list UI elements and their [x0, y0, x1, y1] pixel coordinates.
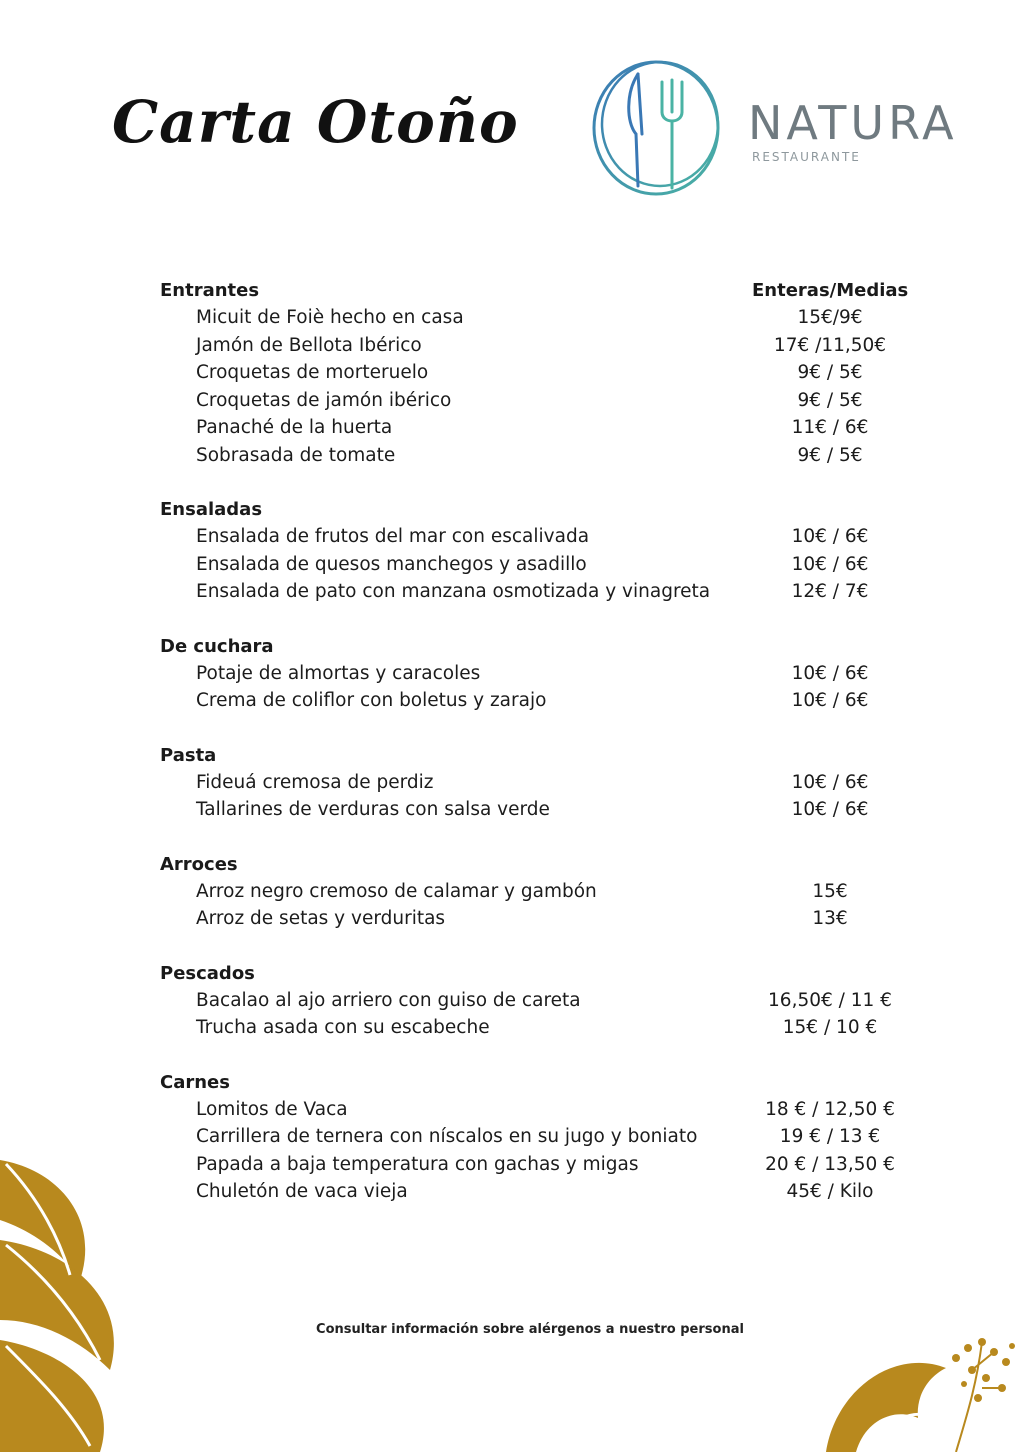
- menu-section: [160, 742, 960, 824]
- menu-item: [160, 387, 960, 415]
- dish-price: 13€: [812, 908, 848, 929]
- allergen-note: Consultar información sobre alérgenos a nuestro personal: [316, 1322, 744, 1337]
- menu-item: [160, 905, 960, 933]
- dish-name: Arroz negro cremoso de calamar y gambón: [196, 880, 597, 902]
- monstera-leaf-icon: [0, 1150, 150, 1452]
- plate-cutlery-logo-icon: [586, 52, 726, 200]
- dish-name: Fideuá cremosa de perdiz: [196, 771, 434, 793]
- dish-price: 10€ / 6€: [791, 553, 869, 575]
- menu-item: [160, 796, 960, 824]
- dish-name: Chuletón de vaca vieja: [196, 1181, 408, 1202]
- menu-item: [160, 332, 960, 360]
- dish-price: 10€ / 6€: [791, 526, 869, 547]
- section-heading-row: [160, 1069, 960, 1096]
- dish-name: Croquetas de morteruelo: [196, 362, 429, 383]
- dish-price: 17€ /11,50€: [773, 334, 887, 356]
- dish-price: 15€/9€: [797, 307, 863, 328]
- menu-item: [160, 442, 960, 470]
- dish-name: Tallarines de verduras con salsa verde: [196, 799, 550, 820]
- menu-item: [160, 414, 960, 442]
- menu-item: [160, 660, 960, 688]
- dish-price: 9€ / 5€: [797, 444, 863, 466]
- dish-name: Ensalada de pato con manzana osmotizada y vinagreta: [196, 581, 711, 602]
- menu-item: [160, 987, 960, 1015]
- dish-name: Ensalada de frutos del mar con escalivada: [196, 526, 590, 547]
- menu-section: [160, 277, 960, 469]
- menu-item: [160, 578, 960, 606]
- section-heading: Arroces: [160, 853, 238, 875]
- menu-section: [160, 1069, 960, 1206]
- section-heading-row: [160, 277, 960, 304]
- menu-item: [160, 1151, 960, 1179]
- dish-price: 15€: [812, 880, 848, 902]
- menu-item: [160, 359, 960, 387]
- dish-name: Panaché de la huerta: [196, 417, 393, 438]
- dish-price: 11€ / 6€: [791, 417, 869, 438]
- menu-item: [160, 769, 960, 797]
- dish-price: 9€ / 5€: [797, 362, 863, 383]
- section-heading-row: [160, 851, 960, 878]
- dish-name: Jamón de Bellota Ibérico: [196, 334, 422, 356]
- menu-item: [160, 1178, 960, 1206]
- price-column-header: Enteras/Medias: [752, 280, 909, 301]
- dish-price: 10€ / 6€: [791, 799, 869, 820]
- dish-price: 10€ / 6€: [791, 771, 869, 793]
- section-heading-row: [160, 742, 960, 769]
- dish-name: Croquetas de jamón ibérico: [196, 389, 452, 411]
- dish-price: 9€ / 5€: [797, 389, 863, 411]
- dish-price: 20 € / 13,50 €: [765, 1153, 895, 1175]
- dish-name: Carrillera de ternera con níscalos en su jugo y boniato: [196, 1126, 698, 1147]
- dish-name: Ensalada de quesos manchegos y asadillo: [196, 553, 587, 575]
- page-title: Carta Otoño: [112, 88, 519, 156]
- section-heading-row: [160, 960, 960, 987]
- menu-item: [160, 1096, 960, 1124]
- section-heading: De cuchara: [160, 635, 274, 657]
- dish-price: 12€ / 7€: [791, 581, 869, 602]
- section-heading: Carnes: [160, 1071, 230, 1093]
- menu-item: [160, 523, 960, 551]
- dish-name: Bacalao al ajo arriero con guiso de careta: [196, 989, 581, 1011]
- dish-name: Crema de coliflor con boletus y zarajo: [196, 690, 547, 711]
- section-heading: Pescados: [160, 962, 255, 984]
- dish-name: Micuit de Foiè hecho en casa: [196, 307, 464, 328]
- dish-name: Potaje de almortas y caracoles: [196, 662, 481, 684]
- menu-item: [160, 687, 960, 715]
- brand-name: NATURA: [748, 96, 958, 150]
- dish-name: Papada a baja temperatura con gachas y migas: [196, 1153, 639, 1175]
- section-heading-row: [160, 496, 960, 523]
- dish-price: 18 € / 12,50 €: [765, 1098, 895, 1120]
- dish-name: Lomitos de Vaca: [196, 1098, 348, 1120]
- dish-price: 19 € / 13 €: [779, 1126, 881, 1147]
- menu-section: [160, 496, 960, 606]
- menu-item: [160, 1014, 960, 1042]
- menu-item: [160, 1123, 960, 1151]
- brand-subtitle: RESTAURANTE: [752, 150, 861, 164]
- dish-price: 10€ / 6€: [791, 662, 869, 684]
- menu-section: [160, 960, 960, 1042]
- fern-leaf-icon: [806, 1318, 1024, 1452]
- dish-price: 10€ / 6€: [791, 690, 869, 711]
- dish-name: Trucha asada con su escabeche: [196, 1017, 490, 1038]
- section-heading: Ensaladas: [160, 499, 263, 520]
- menu-section: [160, 851, 960, 933]
- dish-name: Arroz de setas y verduritas: [196, 908, 446, 929]
- menu-item: [160, 878, 960, 906]
- menu-list: [160, 277, 960, 1233]
- menu-item: [160, 304, 960, 332]
- menu-section: [160, 633, 960, 715]
- section-heading: Entrantes: [160, 280, 260, 301]
- dish-name: Sobrasada de tomate: [196, 444, 396, 466]
- section-heading: Pasta: [160, 744, 217, 766]
- section-heading-row: [160, 633, 960, 660]
- menu-item: [160, 551, 960, 579]
- dish-price: 16,50€ / 11 €: [768, 989, 892, 1011]
- dish-price: 45€ / Kilo: [786, 1181, 874, 1202]
- dish-price: 15€ / 10 €: [782, 1017, 878, 1038]
